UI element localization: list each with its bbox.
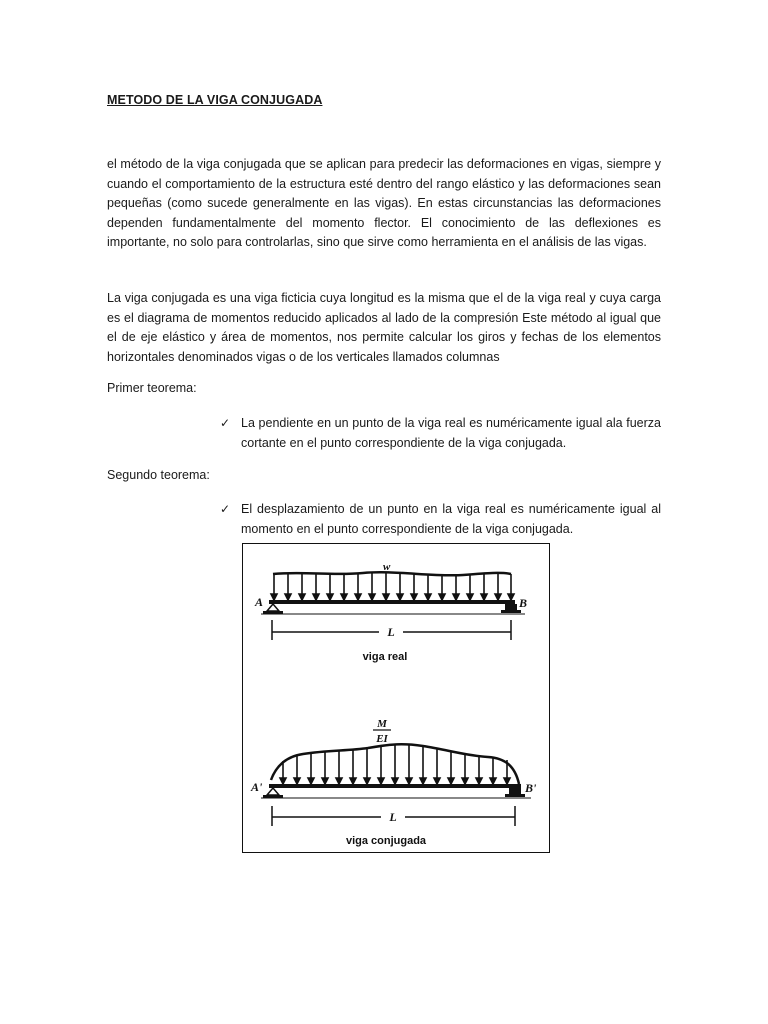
definition-paragraph: La viga conjugada es una viga ficticia cuya longitud es la misma que el de la viga real y cuya carga es el diagrama de momentos reducido aplicados al lado de la compresión Este método al igual que el de eje elástico y área de momentos, nos permite calcular los giros y fechas de los elementos horizontales denominados vigas o de los verticales llamados columnas bbox=[107, 291, 661, 364]
conjugate-beam-diagram bbox=[250, 718, 537, 847]
intro-paragraph: el método de la viga conjugada que se aplican para predecir las deformaciones en vigas, siempre y cuando el comportamiento de la estructura esté dentro del rango elástico y las deformaciones sean pequeñas (como sucede generalmente en las vigas). En estas circunstancias las deformaciones dependen fundamentalmente del momento flector. El conocimiento de las deflexiones es importante, no solo para controlarlas, sino que sirve como herramienta en el análisis de las vigas. bbox=[107, 157, 661, 249]
real-beam bbox=[269, 600, 515, 604]
real-beam-support-b-label: B bbox=[519, 596, 528, 610]
first-theorem-text: La pendiente en un punto de la viga real es numéricamente igual ala fuerza cortante en el punto correspondiente de la viga conjugada. bbox=[241, 416, 661, 450]
conjugate-beam-caption: viga conjugada bbox=[345, 835, 427, 847]
conjugate-beam bbox=[269, 784, 521, 788]
real-beam-diagram bbox=[254, 561, 527, 663]
conjugate-beam-support-a-label: A' bbox=[251, 780, 263, 794]
real-beam-load-label: w bbox=[383, 561, 391, 573]
document-title: METODO DE LA VIGA CONJUGADA bbox=[107, 93, 323, 107]
conjugate-load-arrows bbox=[280, 744, 510, 784]
first-theorem-bullet bbox=[220, 414, 661, 453]
checkmark-icon: ✓ bbox=[220, 416, 231, 430]
conjugate-beam-support-a bbox=[263, 788, 283, 798]
second-theorem-text: El desplazamiento de un punto en la viga real es numéricamente igual al momento en el punto correspondiente de la viga conjugada. bbox=[241, 502, 661, 536]
beam-diagram bbox=[243, 544, 549, 852]
real-beam-support-b bbox=[501, 604, 521, 613]
real-beam-support-a bbox=[263, 604, 283, 614]
conjugate-beam-support-b-label: B' bbox=[525, 781, 537, 795]
checkmark-icon: ✓ bbox=[220, 502, 231, 516]
beam-diagram-figure bbox=[242, 543, 550, 853]
conjugate-load-label-m: M bbox=[377, 718, 387, 730]
real-beam-length-label: L bbox=[387, 625, 395, 639]
real-beam-load-curve bbox=[273, 572, 511, 575]
conjugate-load-label-ei: EI bbox=[376, 733, 388, 745]
first-theorem-heading: Primer teorema: bbox=[107, 381, 197, 395]
conjugate-beam-support-b bbox=[505, 788, 525, 797]
real-beam-load-arrows bbox=[271, 572, 514, 600]
conjugate-beam-length-label: L bbox=[389, 810, 397, 824]
real-beam-support-a-label: A bbox=[255, 595, 264, 609]
second-theorem-bullet bbox=[220, 500, 661, 539]
second-theorem-heading: Segundo teorema: bbox=[107, 468, 210, 482]
real-beam-caption: viga real bbox=[362, 651, 408, 663]
